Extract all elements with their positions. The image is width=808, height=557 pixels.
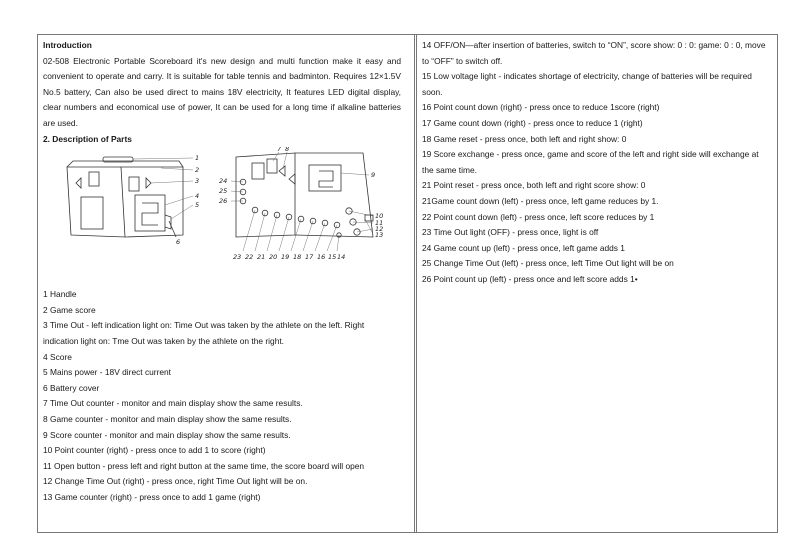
figure-callout-number: 4 xyxy=(195,192,200,201)
part-item: 3 Time Out - left indication light on: Time Out was taken by the athlete on the left. Right indication light on: Tme Out was taken by the athlete on the right. xyxy=(43,320,365,346)
figure-callout-number: 2 xyxy=(195,166,200,175)
figure-callout-number: 10 xyxy=(375,212,384,221)
part-item: 6 Battery cover xyxy=(43,382,100,393)
figure-callout-number: 24 xyxy=(219,177,228,186)
part-item: 2 Game score xyxy=(43,304,96,315)
part-item: 25 Change Time Out (left) - press once, left Time Out light will be on xyxy=(422,258,674,269)
figure-callout-number: 8 xyxy=(285,147,290,154)
part-item: 15 Low voltage light - indicates shortage of electricity, change of batteries will be required soon. xyxy=(422,71,752,97)
figure-callout-number: 12 xyxy=(375,225,384,234)
part-item: 1 Handle xyxy=(43,289,77,300)
figure-callout-number: 20 xyxy=(269,253,278,262)
part-item: 11 Open button - press left and right button at the same time, the score board will open xyxy=(43,460,365,471)
part-item: 16 Point count down (right) - press once to reduce 1score (right) xyxy=(422,102,660,113)
figure-callout-number: 23 xyxy=(233,253,242,262)
part-item: 9 Score counter - monitor and main display show the same results. xyxy=(43,429,291,440)
part-item: 18 Game reset - press once, both left and right show: 0 xyxy=(422,133,627,144)
figure-callout-number: 21 xyxy=(257,253,266,262)
figure-callout-number: 13 xyxy=(375,231,384,240)
part-item: 14 OFF/ON—after insertion of batteries, switch to “ON”, score show: 0 : 0: game: 0 : 0, move to “OFF” to switch off. xyxy=(422,40,766,66)
part-item: 4 Score xyxy=(43,351,72,362)
figure-callout-number: 26 xyxy=(219,197,228,206)
part-item: 17 Game count down (right) - press once to reduce 1 (right) xyxy=(422,117,643,128)
figure-callout-number: 3 xyxy=(195,177,200,186)
intro-heading: Introduction xyxy=(43,40,92,50)
part-item: 21Game count down (left) - press once, left game reduces by 1. xyxy=(422,195,659,206)
figure-callout-number: 9 xyxy=(371,171,376,180)
figure-callout-number: 15 xyxy=(328,253,337,262)
part-item: 8 Game counter - monitor and main display show the same results. xyxy=(43,413,292,424)
figure-callout-number: 19 xyxy=(281,253,290,262)
intro-text: 02-508 Electronic Portable Scoreboard it's new design and multi function make it easy and convenient to operate and carry. It is suitable for table tennis and badminton. Requires 12×1.5V No.5 battery, Can also be used direct to mains 18V electricity, It features LED digital display, clear numbers and economical use of power, It can be used for a long time if alkaline batteries are used. xyxy=(43,55,401,128)
part-item: 19 Score exchange - press once, game and score of the left and right side will exchange at the same time. xyxy=(422,149,759,175)
part-item: 21 Point reset - press once, both left and right score show: 0 xyxy=(422,180,646,191)
part-item: 7 Time Out counter - monitor and main display show the same results. xyxy=(43,398,303,409)
parts-diagram xyxy=(43,147,401,285)
parts-heading: 2. Description of Parts xyxy=(43,133,132,144)
parts-list-right xyxy=(422,38,772,288)
figure-callout-number: 18 xyxy=(293,253,302,262)
part-item: 23 Time Out light (OFF) - press once, light is off xyxy=(422,227,599,238)
figure-callout-number: 16 xyxy=(317,253,326,262)
part-item: 12 Change Time Out (right) - press once, right Time Out light will be on. xyxy=(43,476,308,487)
part-item: 5 Mains power - 18V direct current xyxy=(43,367,172,378)
part-item: 10 Point counter (right) - press once to add 1 to score (right) xyxy=(43,445,266,456)
figure-callout-number: 7 xyxy=(277,147,282,154)
part-item: 13 Game counter (right) - press once to add 1 game (right) xyxy=(43,491,261,502)
scoreboard-illustration xyxy=(43,147,401,285)
figure-callout-number: 1 xyxy=(195,154,200,163)
figure-left-labels xyxy=(176,154,199,246)
figure-callout-number: 11 xyxy=(375,219,384,228)
figure-callout-number: 14 xyxy=(337,253,346,262)
figure-callout-number: 25 xyxy=(219,187,228,196)
right-column xyxy=(422,38,772,288)
column-divider xyxy=(414,34,417,533)
figure-callout-number: 22 xyxy=(245,253,254,262)
left-column xyxy=(43,38,401,505)
figure-callout-number: 5 xyxy=(195,201,200,210)
figure-callout-number: 17 xyxy=(305,253,314,262)
figure-callout-number: 6 xyxy=(176,238,181,247)
part-item: 26 Point count up (left) - press once and left score adds 1• xyxy=(422,273,638,284)
parts-list-left xyxy=(43,287,401,505)
part-item: 24 Game count up (left) - press once, left game adds 1 xyxy=(422,242,625,253)
part-item: 22 Point count down (left) - press once, left score reduces by 1 xyxy=(422,211,655,222)
